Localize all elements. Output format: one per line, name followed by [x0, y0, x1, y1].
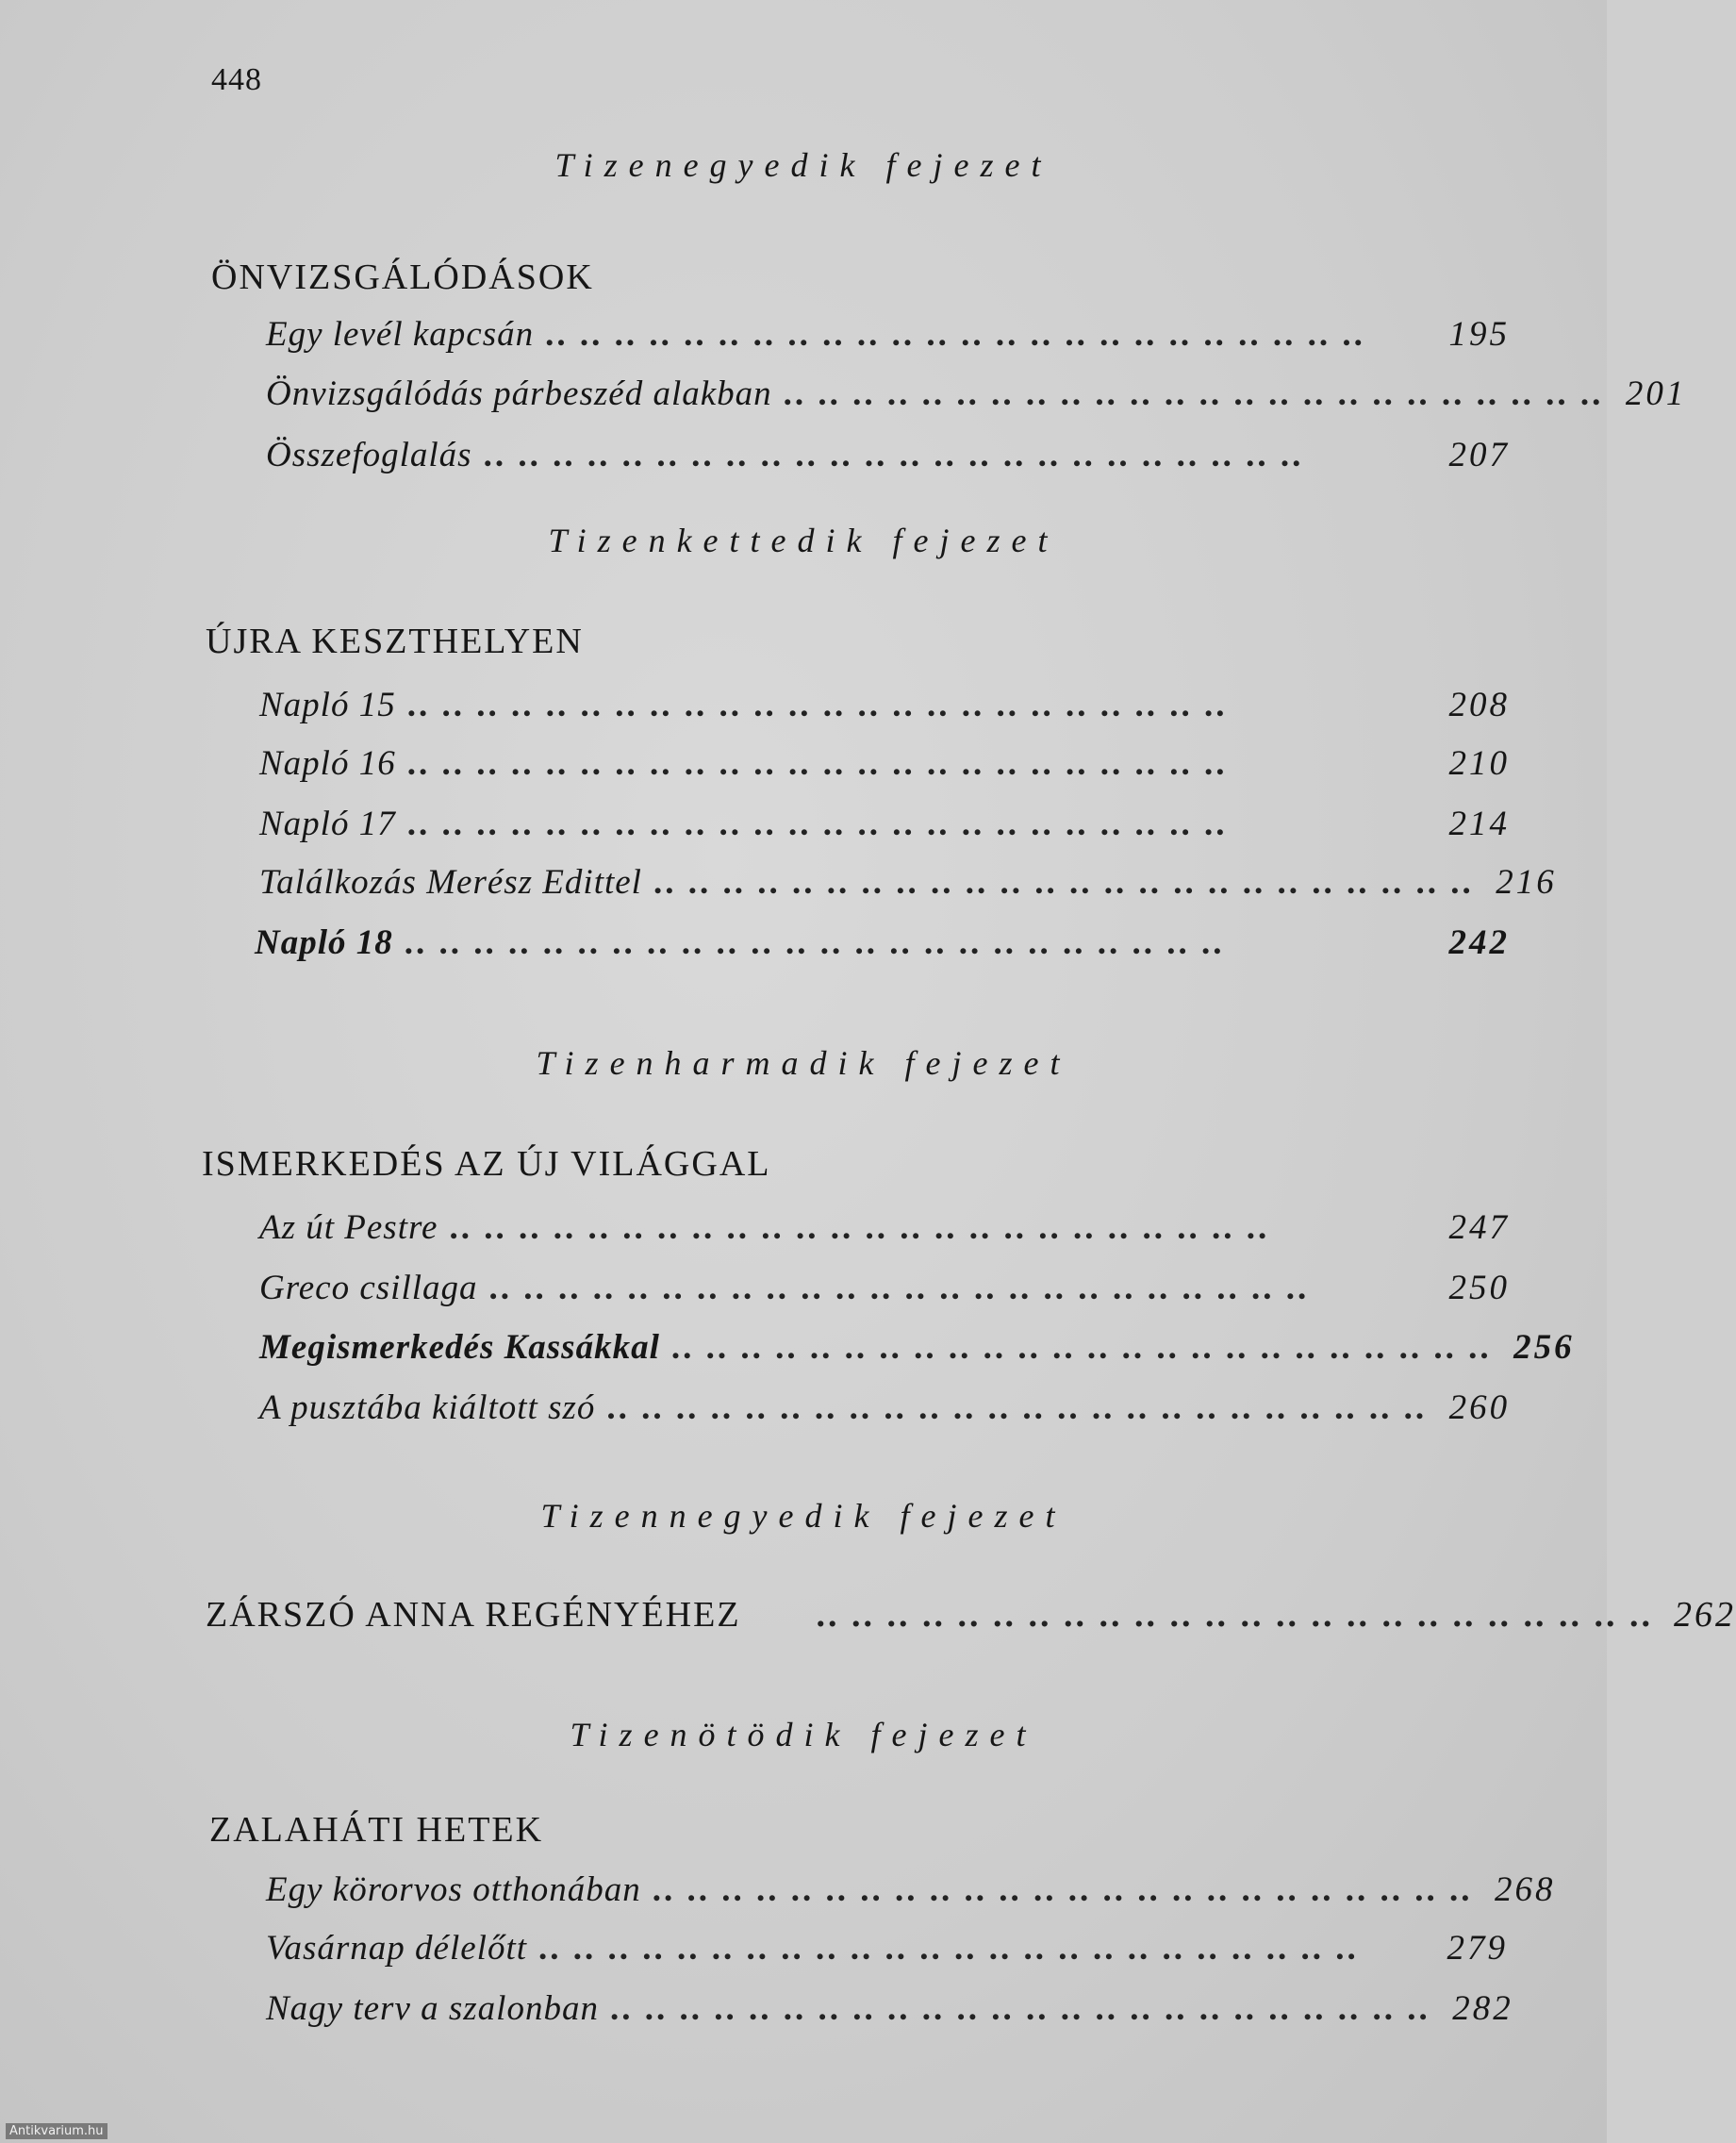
chapter-heading: Tizenkettedik fejezet [548, 522, 1059, 559]
toc-entry-page: 210 [1448, 744, 1510, 783]
toc-entry-page: 208 [1448, 686, 1510, 724]
toc-entry-page: 242 [1448, 923, 1510, 962]
toc-entry-page: 214 [1448, 805, 1510, 843]
dot-leader: .. .. .. .. .. .. .. .. .. .. .. .. .. .. .. .. .. .. .. .. .. .. .. .. [483, 436, 1304, 474]
dot-leader: .. .. .. .. .. .. .. .. .. .. .. .. .. .. .. .. .. .. .. .. .. .. .. .. [538, 1929, 1359, 1968]
toc-entry-title: Napló 15 [259, 686, 396, 724]
toc-entry-title: Összefoglalás [266, 436, 472, 474]
dot-leader: .. .. .. .. .. .. .. .. .. .. .. .. .. .. .. .. .. .. .. .. .. .. .. .. [404, 923, 1225, 962]
toc-entry[interactable] [266, 1869, 1556, 1917]
dot-leader: .. .. .. .. .. .. .. .. .. .. .. .. .. .. .. .. .. .. .. .. .. .. .. .. [653, 863, 1474, 902]
toc-entry[interactable] [259, 743, 1510, 790]
toc-entry-page: 262 [1674, 1595, 1736, 1635]
dot-leader: .. .. .. .. .. .. .. .. .. .. .. .. .. .. .. .. .. .. .. .. .. .. .. .. [406, 686, 1228, 724]
chapter-heading: Tizenegyedik fejezet [554, 146, 1052, 184]
toc-entry[interactable] [259, 804, 1510, 851]
toc-entry[interactable] [259, 1387, 1510, 1435]
toc-entry-page: 268 [1495, 1870, 1556, 1909]
section-title: ÖNVIZSGÁLÓDÁSOK [211, 257, 594, 297]
toc-entry[interactable] [266, 435, 1510, 482]
dot-leader: .. .. .. .. .. .. .. .. .. .. .. .. .. .. .. .. .. .. .. .. .. .. .. .. [652, 1870, 1473, 1909]
section-title: ÚJRA KESZTHELYEN [206, 622, 584, 661]
toc-entry-title: Találkozás Merész Edittel [259, 863, 642, 902]
toc-entry-page: 250 [1448, 1269, 1510, 1307]
section-title: ISMERKEDÉS AZ ÚJ VILÁGGAL [202, 1144, 771, 1184]
dot-leader: .. .. .. .. .. .. .. .. .. .. .. .. .. .. .. .. .. .. .. .. .. .. .. .. [816, 1595, 1654, 1635]
toc-entry-title: Nagy terv a szalonban [266, 1989, 599, 2028]
dot-leader: .. .. .. .. .. .. .. .. .. .. .. .. .. .. .. .. .. .. .. .. .. .. .. .. [406, 744, 1228, 783]
toc-entry-title: Önvizsgálódás párbeszéd alakban [266, 374, 772, 413]
dot-leader: .. .. .. .. .. .. .. .. .. .. .. .. .. .. .. .. .. .. .. .. .. .. .. .. [606, 1388, 1428, 1427]
dot-leader: .. .. .. .. .. .. .. .. .. .. .. .. .. .. .. .. .. .. .. .. .. .. .. .. [488, 1269, 1310, 1307]
toc-entry[interactable] [266, 1988, 1513, 2035]
dot-leader: .. .. .. .. .. .. .. .. .. .. .. .. .. .. .. .. .. .. .. .. .. .. .. .. [609, 1989, 1430, 2028]
toc-entry[interactable] [266, 1928, 1508, 1975]
dot-leader: .. .. .. .. .. .. .. .. .. .. .. .. .. .. .. .. .. .. .. .. .. .. .. .. [406, 805, 1228, 843]
dot-leader: .. .. .. .. .. .. .. .. .. .. .. .. .. .. .. .. .. .. .. .. .. .. .. .. [449, 1208, 1270, 1247]
section-title: ZÁRSZÓ ANNA REGÉNYÉHEZ [206, 1595, 741, 1635]
toc-entry-title: Napló 17 [259, 805, 396, 843]
toc-entry-title: Megismerkedés Kassákkal [259, 1328, 660, 1367]
toc-entry[interactable] [266, 374, 1687, 421]
page-number: 448 [211, 62, 262, 97]
toc-entry-title: Napló 18 [255, 923, 393, 962]
toc-entry-title: Vasárnap délelőtt [266, 1929, 528, 1968]
toc-entry-title: Az út Pestre [259, 1208, 438, 1247]
toc-entry-page: 282 [1452, 1989, 1513, 2028]
watermark: Antikvarium.hu [6, 2123, 107, 2139]
toc-entry[interactable] [266, 314, 1510, 361]
toc-entry-page: 195 [1448, 315, 1510, 354]
toc-entry-page: 201 [1625, 374, 1687, 413]
toc-entry[interactable] [206, 1594, 1736, 1641]
toc-entry-page: 247 [1448, 1208, 1510, 1247]
toc-entry-page: 279 [1447, 1929, 1508, 1968]
dot-leader: .. .. .. .. .. .. .. .. .. .. .. .. .. .. .. .. .. .. .. .. .. .. .. .. [670, 1328, 1492, 1367]
toc-entry[interactable] [259, 1268, 1510, 1315]
toc-entry-page: 260 [1448, 1388, 1511, 1427]
toc-entry[interactable] [259, 1207, 1510, 1254]
toc-entry-page: 216 [1496, 863, 1557, 902]
chapter-heading: Tizenharmadik fejezet [536, 1044, 1071, 1082]
toc-entry-title: A pusztába kiáltott szó [259, 1388, 596, 1427]
toc-entry-title: Egy levél kapcsán [266, 315, 535, 354]
section-title: ZALAHÁTI HETEK [209, 1810, 544, 1850]
dot-leader: .. .. .. .. .. .. .. .. .. .. .. .. .. .. .. .. .. .. .. .. .. .. .. .. [783, 374, 1604, 413]
toc-entry-title: Greco csillaga [259, 1269, 478, 1307]
chapter-heading: Tizenötödik fejezet [570, 1716, 1037, 1753]
toc-entry-title: Egy körorvos otthonában [266, 1870, 641, 1909]
toc-entry[interactable] [259, 862, 1557, 909]
toc-entry-page: 256 [1513, 1328, 1575, 1367]
dot-leader: .. .. .. .. .. .. .. .. .. .. .. .. .. .. .. .. .. .. .. .. .. .. .. .. [545, 315, 1365, 354]
toc-entry[interactable] [259, 685, 1510, 732]
toc-entry-page: 207 [1448, 436, 1510, 474]
chapter-heading: Tizennegyedik fejezet [540, 1497, 1066, 1535]
toc-entry-title: Napló 16 [259, 744, 396, 783]
toc-entry[interactable] [255, 922, 1510, 970]
toc-entry[interactable] [259, 1327, 1575, 1374]
